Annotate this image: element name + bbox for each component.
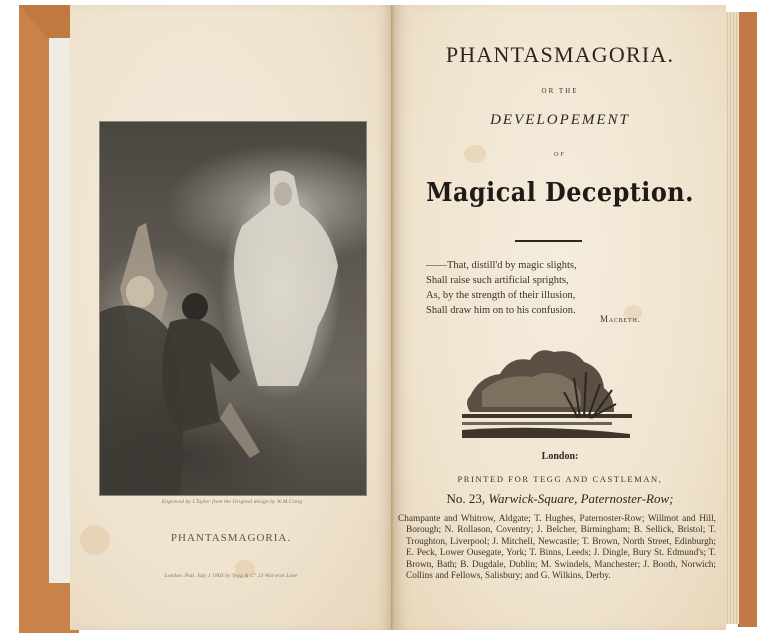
page-edges: [725, 12, 739, 624]
right-board: [738, 12, 757, 627]
of-line: OF: [554, 152, 566, 158]
address-street: Warwick-Square, Paternoster-Row;: [488, 491, 674, 506]
imprint-city: London:: [541, 451, 579, 462]
plate-title: PHANTASMAGORIA.: [170, 532, 292, 544]
subtitle-line-1: DEVELOPEMENT: [490, 112, 630, 128]
epigraph-line: Shall draw him on to his confusion.: [426, 305, 576, 316]
address-number: No. 23,: [446, 491, 486, 506]
book-title: PHANTASMAGORIA.: [445, 42, 675, 67]
frontispiece-engraving: [99, 121, 367, 496]
double-rule: [515, 240, 582, 242]
epigraph-author: Macbeth.: [600, 314, 641, 324]
printed-for-line: PRINTED FOR TEGG AND CASTLEMAN,: [457, 474, 663, 484]
subtitle-line-2: Magical Deception.: [426, 178, 694, 208]
flyleaf: [49, 38, 71, 583]
woodcut-vignette: [462, 346, 632, 441]
epigraph: [426, 258, 577, 318]
engraver-credit: Engraved by I.Taylor from the Original design by W.M.Craig: [161, 499, 303, 505]
publisher-address: [394, 491, 726, 507]
or-the-line: OR THE: [541, 87, 579, 95]
epigraph-line: As, by the strength of their illusion,: [426, 290, 576, 301]
publisher-line: London. Pub. July 1 1803 by Tegg & C° 23 Warwick Lane: [164, 573, 298, 579]
booksellers-list: Champante and Whitrow, Aldgate; T. Hughes, Paternoster-Row; Willmot and Hill, Borough; N. Rollason, Coventry; J. Belcher, Birmingham; B. Sellick, Bristol; T. Troughton, Liverpool; J. Mitchell, Newcastle; T. Brown, North Street, Edinburgh; E. Peck, Lower Ousegate, York; T. Binns, Leeds; J. Dingle, Bury St. Edmund's; T. Brown, Bath; B. Dugdale, Dublin; M. Swindels, Manchester; J. Booth, Norwich; Collins and Fellows, Salisbury; and G. Wilkins, Derby.: [398, 514, 716, 582]
engraving-figures: [100, 122, 366, 495]
landscape-icon: [462, 346, 632, 441]
epigraph-line: Shall raise such artificial sprights,: [426, 275, 569, 286]
epigraph-line: ——That, distill'd by magic slights,: [426, 260, 577, 271]
